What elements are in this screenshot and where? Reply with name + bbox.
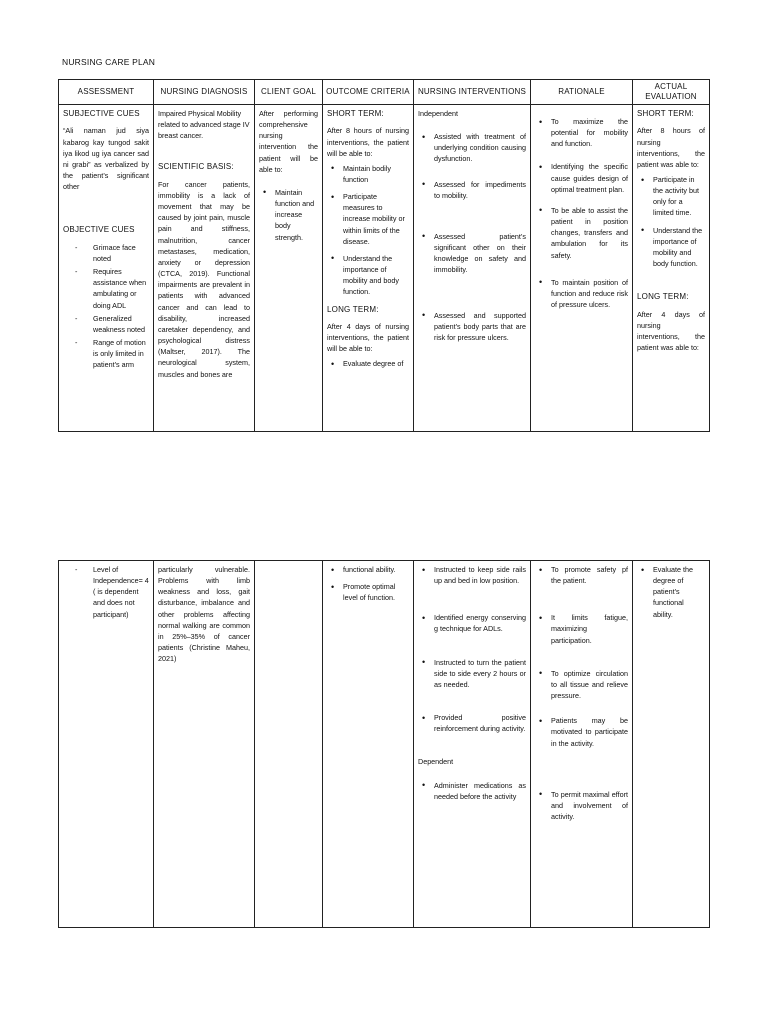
short-term-heading: SHORT TERM: [327, 109, 384, 118]
list-item: • Understand the importance of mobility and body function. [327, 253, 409, 298]
care-plan-table-part-1 [58, 79, 710, 432]
outcome-criteria-cell [323, 105, 414, 432]
subjective-cues-heading: SUBJECTIVE CUES [63, 109, 140, 118]
interventions-cell-cont [414, 561, 531, 928]
header-nursing-diagnosis: NURSING DIAGNOSIS [154, 80, 255, 105]
list-item: • Instructed to keep side rails up and bed in low position. [418, 564, 526, 586]
client-goal-cell [255, 105, 323, 432]
list-item: • To maximize the potential for mobility and function. [535, 116, 628, 149]
eval-short-term-text: After 8 hours of nursing interventions, the patient was able to: [637, 126, 705, 169]
list-item: - Requires assistance when ambulating or doing ADL [63, 266, 149, 311]
list-item: - Grimace face noted [63, 242, 149, 264]
scientific-basis-text: For cancer patients, immobility is a lack of movement that may be caused by joint pain, muscle pain and stiffness, malnutrition, cancer metastases, medication, anxiety or depression (CTCA, 2019). Functional impairments are prevalent in patients with advanced cancer and can lead to disability, increased caretaker dependency, and psychological distress (Maltser, 2017). The neurological system, muscles and bones are [158, 179, 250, 379]
rationale-cell-cont [531, 561, 633, 928]
outcome-criteria-cell-cont [323, 561, 414, 928]
eval-long-term-text: After 4 days of nursing interventions, the patient was able to: [637, 309, 705, 353]
eval-long-term-heading: LONG TERM: [637, 292, 689, 302]
care-plan-table-part-2 [58, 560, 710, 928]
document-title: NURSING CARE PLAN [62, 57, 156, 67]
table-row [59, 561, 710, 928]
header-client-goal: CLIENT GOAL [255, 80, 323, 105]
list-item: • Understand the importance of mobility and body function. [637, 225, 705, 270]
header-outcome-criteria: OUTCOME CRITERIA [323, 80, 414, 105]
list-item: • Administer medications as needed before the activity [418, 780, 526, 802]
scientific-basis-heading: SCIENTIFIC BASIS: [158, 162, 234, 172]
header-nursing-interventions: NURSING INTERVENTIONS [414, 80, 531, 105]
header-row [59, 80, 710, 105]
diagnosis-text: Impaired Physical Mobility related to advanced stage IV breast cancer. [158, 109, 250, 141]
independent-label: Independent [418, 109, 458, 118]
list-item: • Assisted with treatment of underlying condition causing dysfunction. [418, 131, 526, 164]
list-item: • Identified energy conserving g technique for ADLs. [418, 612, 526, 634]
list-item: - Level of Independence= 4 ( is dependent and does not participant) [63, 564, 149, 620]
objective-cues-heading: OBJECTIVE CUES [63, 225, 135, 235]
table-row [59, 105, 710, 432]
list-item: • Evaluate the degree of patient’s functional ability. [637, 564, 705, 620]
header-rationale: RATIONALE [531, 80, 633, 105]
list-item: • Assessed and supported patient’s body parts that are risk for pressure ulcers. [418, 310, 526, 343]
list-item: • Promote optimal level of function. [327, 581, 409, 603]
list-item: • Participate in the activity but only for a limited time. [637, 174, 705, 219]
list-item: - Range of motion is only limited in patient’s arm [63, 337, 149, 370]
eval-short-term-heading: SHORT TERM: [637, 109, 694, 118]
list-item: • To promote safety pf the patient. [535, 564, 628, 586]
list-item: • Identifying the specific cause guides design of optimal treatment plan. [535, 161, 628, 194]
list-item: • Evaluate degree of [327, 358, 409, 369]
diagnosis-cell [154, 105, 255, 432]
list-item: • Participate measures to increase mobility or within limits of the disease. [327, 191, 409, 247]
long-term-text: After 4 days of nursing interventions, the patient will be able to: [327, 321, 409, 354]
client-goal-text: After performing comprehensive nursing intervention the patient will be able to: [259, 109, 318, 174]
subjective-cues-text: “Ali naman jud siya kabarog kay tungod sakit iya likod ug iya cancer sad ni grabi” as verbalized by the patient’s significant other [63, 126, 149, 192]
list-item: • Maintain function and increase body strength. [259, 187, 318, 243]
list-item: • Maintain bodily function [327, 163, 409, 185]
list-item: • To permit maximal effort and involvement of activity. [535, 789, 628, 822]
long-term-heading: LONG TERM: [327, 304, 379, 314]
list-item-cont: • functional ability. [327, 564, 409, 575]
list-item: - Generalized weakness noted [63, 313, 149, 335]
evaluation-cell [633, 105, 710, 432]
list-item: • Assessed patient’s significant other on their knowledge on safety and immobility. [418, 231, 526, 276]
scientific-basis-text-cont: particularly vulnerable. Problems with limb weakness and loss, gait disturbance, imbalance and other problems affecting normal walking are common in 25%–35% of cancer patients (Christine Maheu, 2021) [158, 565, 250, 664]
list-item: • To be able to assist the patient in position changes, transfers and ambulation for its safety. [535, 205, 628, 261]
header-assessment: ASSESSMENT [59, 80, 154, 105]
dependent-label: Dependent [418, 757, 454, 767]
short-term-text: After 8 hours of nursing interventions, the patient will be able to: [327, 126, 409, 158]
diagnosis-cell-cont [154, 561, 255, 928]
interventions-cell [414, 105, 531, 432]
assessment-cell [59, 105, 154, 432]
list-item: • Provided positive reinforcement during activity. [418, 712, 526, 734]
list-item: • It limits fatigue, maximizing participation. [535, 612, 628, 645]
rationale-cell [531, 105, 633, 432]
list-item: • To optimize circulation to all tissue and relieve pressure. [535, 668, 628, 701]
list-item: • Assessed for impediments to mobility. [418, 179, 526, 201]
list-item: • Patients may be motivated to participate in the activity. [535, 715, 628, 748]
header-actual-evaluation: ACTUAL EVALUATION [633, 80, 710, 105]
list-item: • To maintain position of function and reduce risk of pressure ulcers. [535, 277, 628, 310]
assessment-cell-cont [59, 561, 154, 928]
evaluation-cell-cont [633, 561, 710, 928]
client-goal-cell-cont [255, 561, 323, 928]
list-item: • Instructed to turn the patient side to side every 2 hours or as needed. [418, 657, 526, 690]
